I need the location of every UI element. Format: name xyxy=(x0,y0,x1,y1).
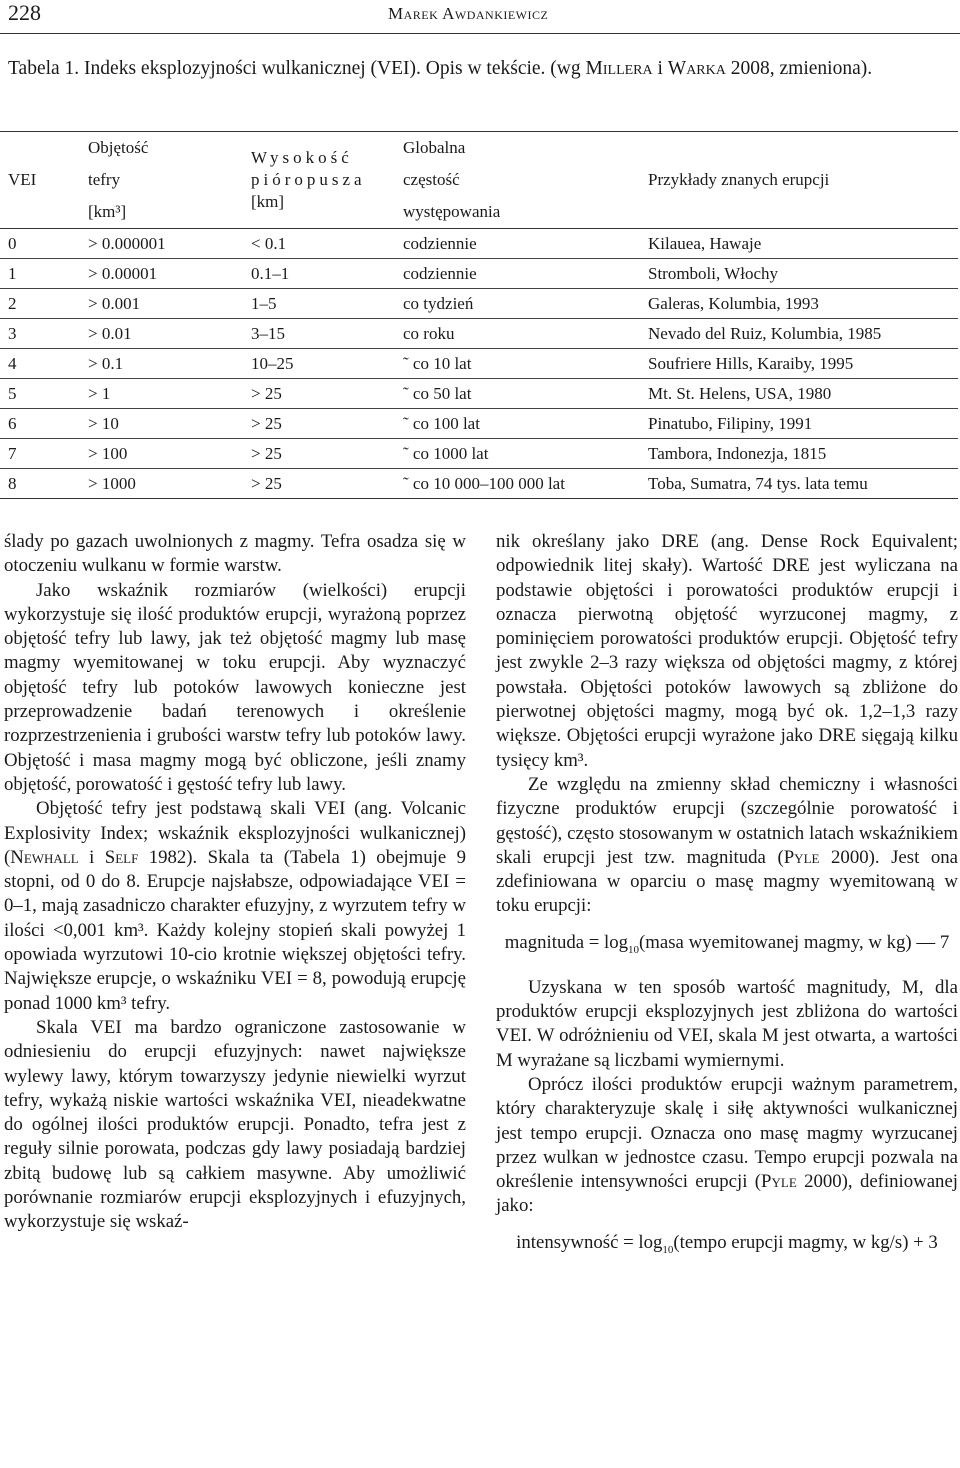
table-row: 5 > 1 > 25 ˜ co 50 lat Mt. St. Helens, USA, 1980 xyxy=(0,379,958,409)
header-examples: Przykłady znanych erupcji xyxy=(648,132,958,229)
paragraph: Uzyskana w ten sposób wartość magnitudy, M, dla produktów erupcji eksplozyjnych jest zbliżona do wartości VEI. W odróżnieniu od VEI, skala M jest otwarta, a wartości M wyrażane są liczbami wymiernymi. xyxy=(496,976,958,1071)
paragraph: ślady po gazach uwolnionych z magmy. Tefra osadza się w otoczeniu wulkanu w formie warstw. xyxy=(4,531,466,577)
paragraph: nik określany jako DRE (ang. Dense Rock Equivalent; odpowiednik litej skały). Wartość DRE jest wyliczana na podstawie objętości i porowatości produktów erupcji i oznacza pierwotną objętość wyrzuconej magmy, z pominięciem porowatości produktów erupcji. Objętość tefry jest zwykle 2–3 razy większa od objętości magmy, z której powstała. Objętości potoków lawowych są zbliżone do pierwotnej objętości magmy, mogą być ok. 1,2–1,3 razy większe. Objętości erupcji wyrażone jako DRE sięgają kilku tysięcy km³. xyxy=(496,531,958,771)
vei-table xyxy=(0,131,958,499)
paragraph: Skala VEI ma bardzo ograniczone zastosowanie w odniesieniu do erupcji efuzyjnych: nawet największe wylewy lawy, którym towarzyszy jedynie niewielki wyrzut tefry, wykażą niskie wartości wskaźnika VEI, nieadekwatne do ogólnej ilości produktów erupcji. Ponadto, tefra jest z reguły silnie porowata, podczas gdy lawy posiadają bardziej zbitą budowę lub są całkiem masywne. Aby umożliwić porównanie rozmiarów erupcji eksplozyjnych i efuzyjnych, wykorzystuje się wskaź- xyxy=(4,1016,466,1233)
running-head: Marek Awdankiewicz xyxy=(388,4,549,23)
header-rule xyxy=(0,33,960,34)
page-header xyxy=(0,0,960,34)
paragraph: Ze względu na zmienny skład chemiczny i własności fizyczne produktów erupcji (szczególnie porowatość i gęstość), często stosowanym w ostatnich latach wskaźnikiem skali erupcji jest tzw. magnituda (Pyle 2000). Jest ona zdefiniowana w oparciu o masę magmy wyemitowaną w toku erupcji: xyxy=(496,773,958,917)
table-row: 7 > 100 > 25 ˜ co 1000 lat Tambora, Indonezja, 1815 xyxy=(0,439,958,469)
header-height: Wysokość pióropusza [km] xyxy=(251,132,403,229)
header-vei: VEI xyxy=(0,132,88,229)
table-row: 1 > 0.00001 0.1–1 codziennie Stromboli, Włochy xyxy=(0,259,958,289)
table-row: 0 > 0.000001 < 0.1 codziennie Kilauea, Hawaje xyxy=(0,229,958,259)
table-caption: Tabela 1. Indeks eksplozyjności wulkanicznej (VEI). Opis w tekście. (wg Millera i Warka 2008, zmieniona). xyxy=(8,58,873,79)
table-row: 6 > 10 > 25 ˜ co 100 lat Pinatubo, Filipiny, 1991 xyxy=(0,409,958,439)
paragraph: Oprócz ilości produktów erupcji ważnym parametrem, który charakteryzuje skalę i siłę aktywności wulkanicznej jest tempo erupcji. Oznacza ono masę magmy wyrzucanej przez wulkan w jednostce czasu. Tempo erupcji pozwala na określenie intensywności erupcji (Pyle 2000), definiowanej jako: xyxy=(496,1073,958,1217)
table-row: 3 > 0.01 3–15 co roku Nevado del Ruiz, Kolumbia, 1985 xyxy=(0,319,958,349)
left-text-column xyxy=(4,530,466,1235)
table-row: 4 > 0.1 10–25 ˜ co 10 lat Soufriere Hills, Karaiby, 1995 xyxy=(0,349,958,379)
paragraph: Jako wskaźnik rozmiarów (wielkości) erupcji wykorzystuje się ilość produktów erupcji, wyrażoną poprzez objętość tefry lub lawy, jak też objętość magmy lub masę magmy wyemitowanej w toku erupcji. Aby wyznaczyć objętość tefry lub potoków lawowych konieczne jest przeprowadzenie badań terenowych i określenie rozprzestrzenienia i grubości warstw tefry lub potoków lawy. Objętość i masa magmy mogą być obliczone, jeśli znamy objętość, porowatość i gęstość tefry lub lawy. xyxy=(4,579,466,795)
header-frequency: Globalna częstość występowania xyxy=(403,132,648,229)
intensity-formula: intensywność = $\log_{10}(tempo$ erupcji magmy, w kg/s) + 3 xyxy=(516,1231,938,1256)
table-row: 2 > 0.001 1–5 co tydzień Galeras, Kolumbia, 1993 xyxy=(0,289,958,319)
table-row: 8 > 1000 > 25 ˜ co 10 000–100 000 lat Toba, Sumatra, 74 tys. lata temu xyxy=(0,469,958,499)
magnitude-formula: magnituda = $\log_{10}(masa$ wyemitowanej magmy, w kg) — 7 xyxy=(504,931,950,956)
right-text-column xyxy=(496,530,958,1276)
page-number: 228 xyxy=(8,0,41,25)
table-header-row xyxy=(0,132,958,229)
paragraph: Objętość tefry jest podstawą skali VEI (ang. Volcanic Explosivity Index; wskaźnik eksplozyjności wulkanicznej) (Newhall i Self 1982). Skala ta (Tabela 1) obejmuje 9 stopni, od 0 do 8. Erupcje najsłabsze, odpowiadające VEI = 0–1, mają zasadniczo charakter efuzyjny, z wyrzutem tefry w ilości <0,001 km³. Każdy kolejny stopień skali powyżej 1 opowiada wyrzutowi 10-cio krotnie większej objętości tefry. Największe erupcje, o wskaźniku VEI = 8, powodują erupcję ponad 1000 km³ tefry. xyxy=(4,798,466,1014)
header-volume: Objętość tefry [km³] xyxy=(88,132,251,229)
